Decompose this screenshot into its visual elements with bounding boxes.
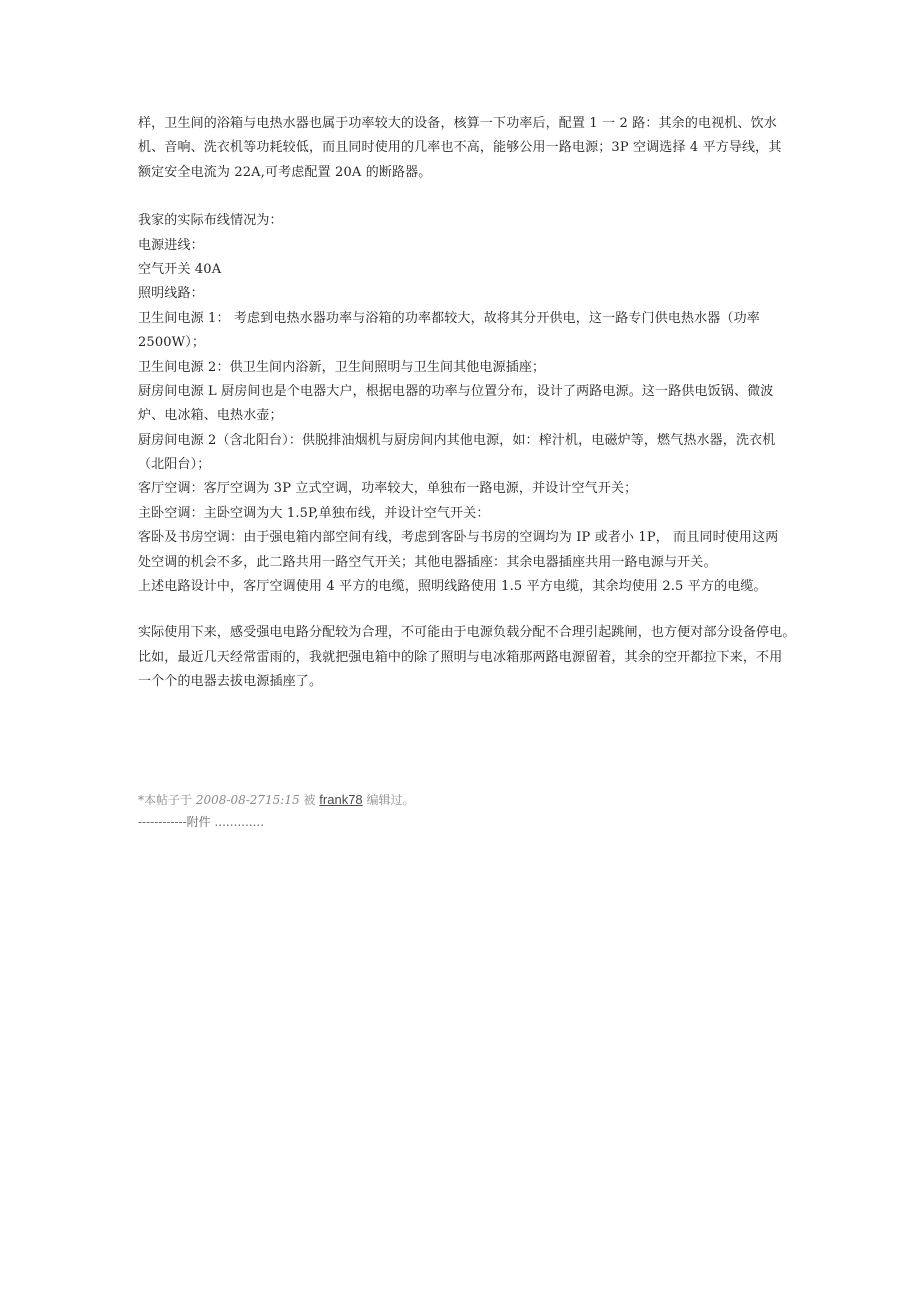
text-line: 厨房间电源 L 厨房间也是个电器大户，根据电器的功率与位置分布，设计了两路电源。这一路供电饭锅、微波 [138, 383, 774, 399]
text-line: 客厅空调：客厅空调为 3P 立式空调，功率较大，单独布一路电源，并设计空气开关； [138, 481, 638, 497]
paragraph-gap [138, 599, 818, 621]
edit-note-by: 被 [303, 793, 316, 807]
paragraph-load-planning [138, 112, 818, 185]
edit-date: 2008-08-2715:15 [195, 793, 300, 807]
text-line: 卫生间电源 1： 考虑到电热水器功率与浴箱的功率都较大，故将其分开供电，这一路专门供电热水器（功率 [138, 310, 760, 326]
paragraph-wiring-details [138, 209, 818, 599]
text-line: 空气开关 40A [138, 261, 222, 277]
text-line: 电源进线： [138, 237, 204, 253]
text-line: 厨房间电源 2（含北阳台）：供脱排油烟机与厨房间内其他电源，如：榨汁机，电磁炉等，燃气热水器，洗衣机 [138, 432, 776, 448]
text-line: 炉、电冰箱、电热水壶； [138, 408, 283, 424]
author-link[interactable]: frank78 [319, 792, 363, 807]
text-line: 客卧及书房空调：由于强电箱内部空间有线，考虑到客卧与书房的空调均为 IP 或者小 1P， 而且同时使用这两 [138, 530, 779, 546]
text-line: 照明线路： [138, 286, 204, 302]
text-line: 比如，最近几天经常雷雨的，我就把强电箱中的除了照明与电冰箱那两路电源留着，其余的空开都拉下来，不用 [138, 649, 783, 665]
text-line: 处空调的机会不多，此二路共用一路空气开关；其他电器插座：其余电器插座共用一路电源与开关。 [138, 554, 717, 570]
paragraph-usage-experience [138, 621, 818, 694]
text-line: 机、音响、洗衣机等功耗较低，而且同时使用的几率也不高，能够公用一路电源；3P 空调选择 4 平方导线，其 [138, 140, 782, 156]
text-line: 实际使用下来，感受强电电路分配较为合理，不可能由于电源负载分配不合理引起跳闸，也方便对部分设备停电。 [138, 625, 796, 641]
text-line: 额定安全电流为 22A,可考虑配置 20A 的断路器。 [138, 164, 432, 180]
edit-note-footer [138, 790, 415, 834]
text-line: 卫生间电源 2：供卫生间内浴新，卫生间照明与卫生间其他电源插座； [138, 359, 546, 375]
paragraph-gap [138, 185, 818, 209]
text-line: 我家的实际布线情况为： [138, 213, 283, 229]
attachment-divider: ------------附件 ............. [138, 815, 265, 829]
document-body [138, 112, 818, 695]
text-line: 主卧空调：主卧空调为大 1.5P,单独布线，并设计空气开关： [138, 505, 490, 521]
text-line: 一个个的电器去拔电源插座了。 [138, 674, 323, 690]
edit-note [138, 790, 415, 812]
edit-note-suffix: 编辑过。 [366, 793, 415, 807]
edit-note-prefix: *本帖子于 [138, 793, 193, 807]
text-line: 样，卫生间的浴箱与电热水器也属于功率较大的设备，核算一下功率后，配置 1 一 2 路：其余的电视机、饮水 [138, 116, 777, 131]
text-line: （北阳台）； [138, 457, 211, 473]
text-line: 上述电路设计中，客厅空调使用 4 平方的电缆，照明线路使用 1.5 平方电缆，其余均使用 2.5 平方的电缆。 [138, 579, 767, 595]
text-line: 2500W）； [138, 335, 205, 351]
